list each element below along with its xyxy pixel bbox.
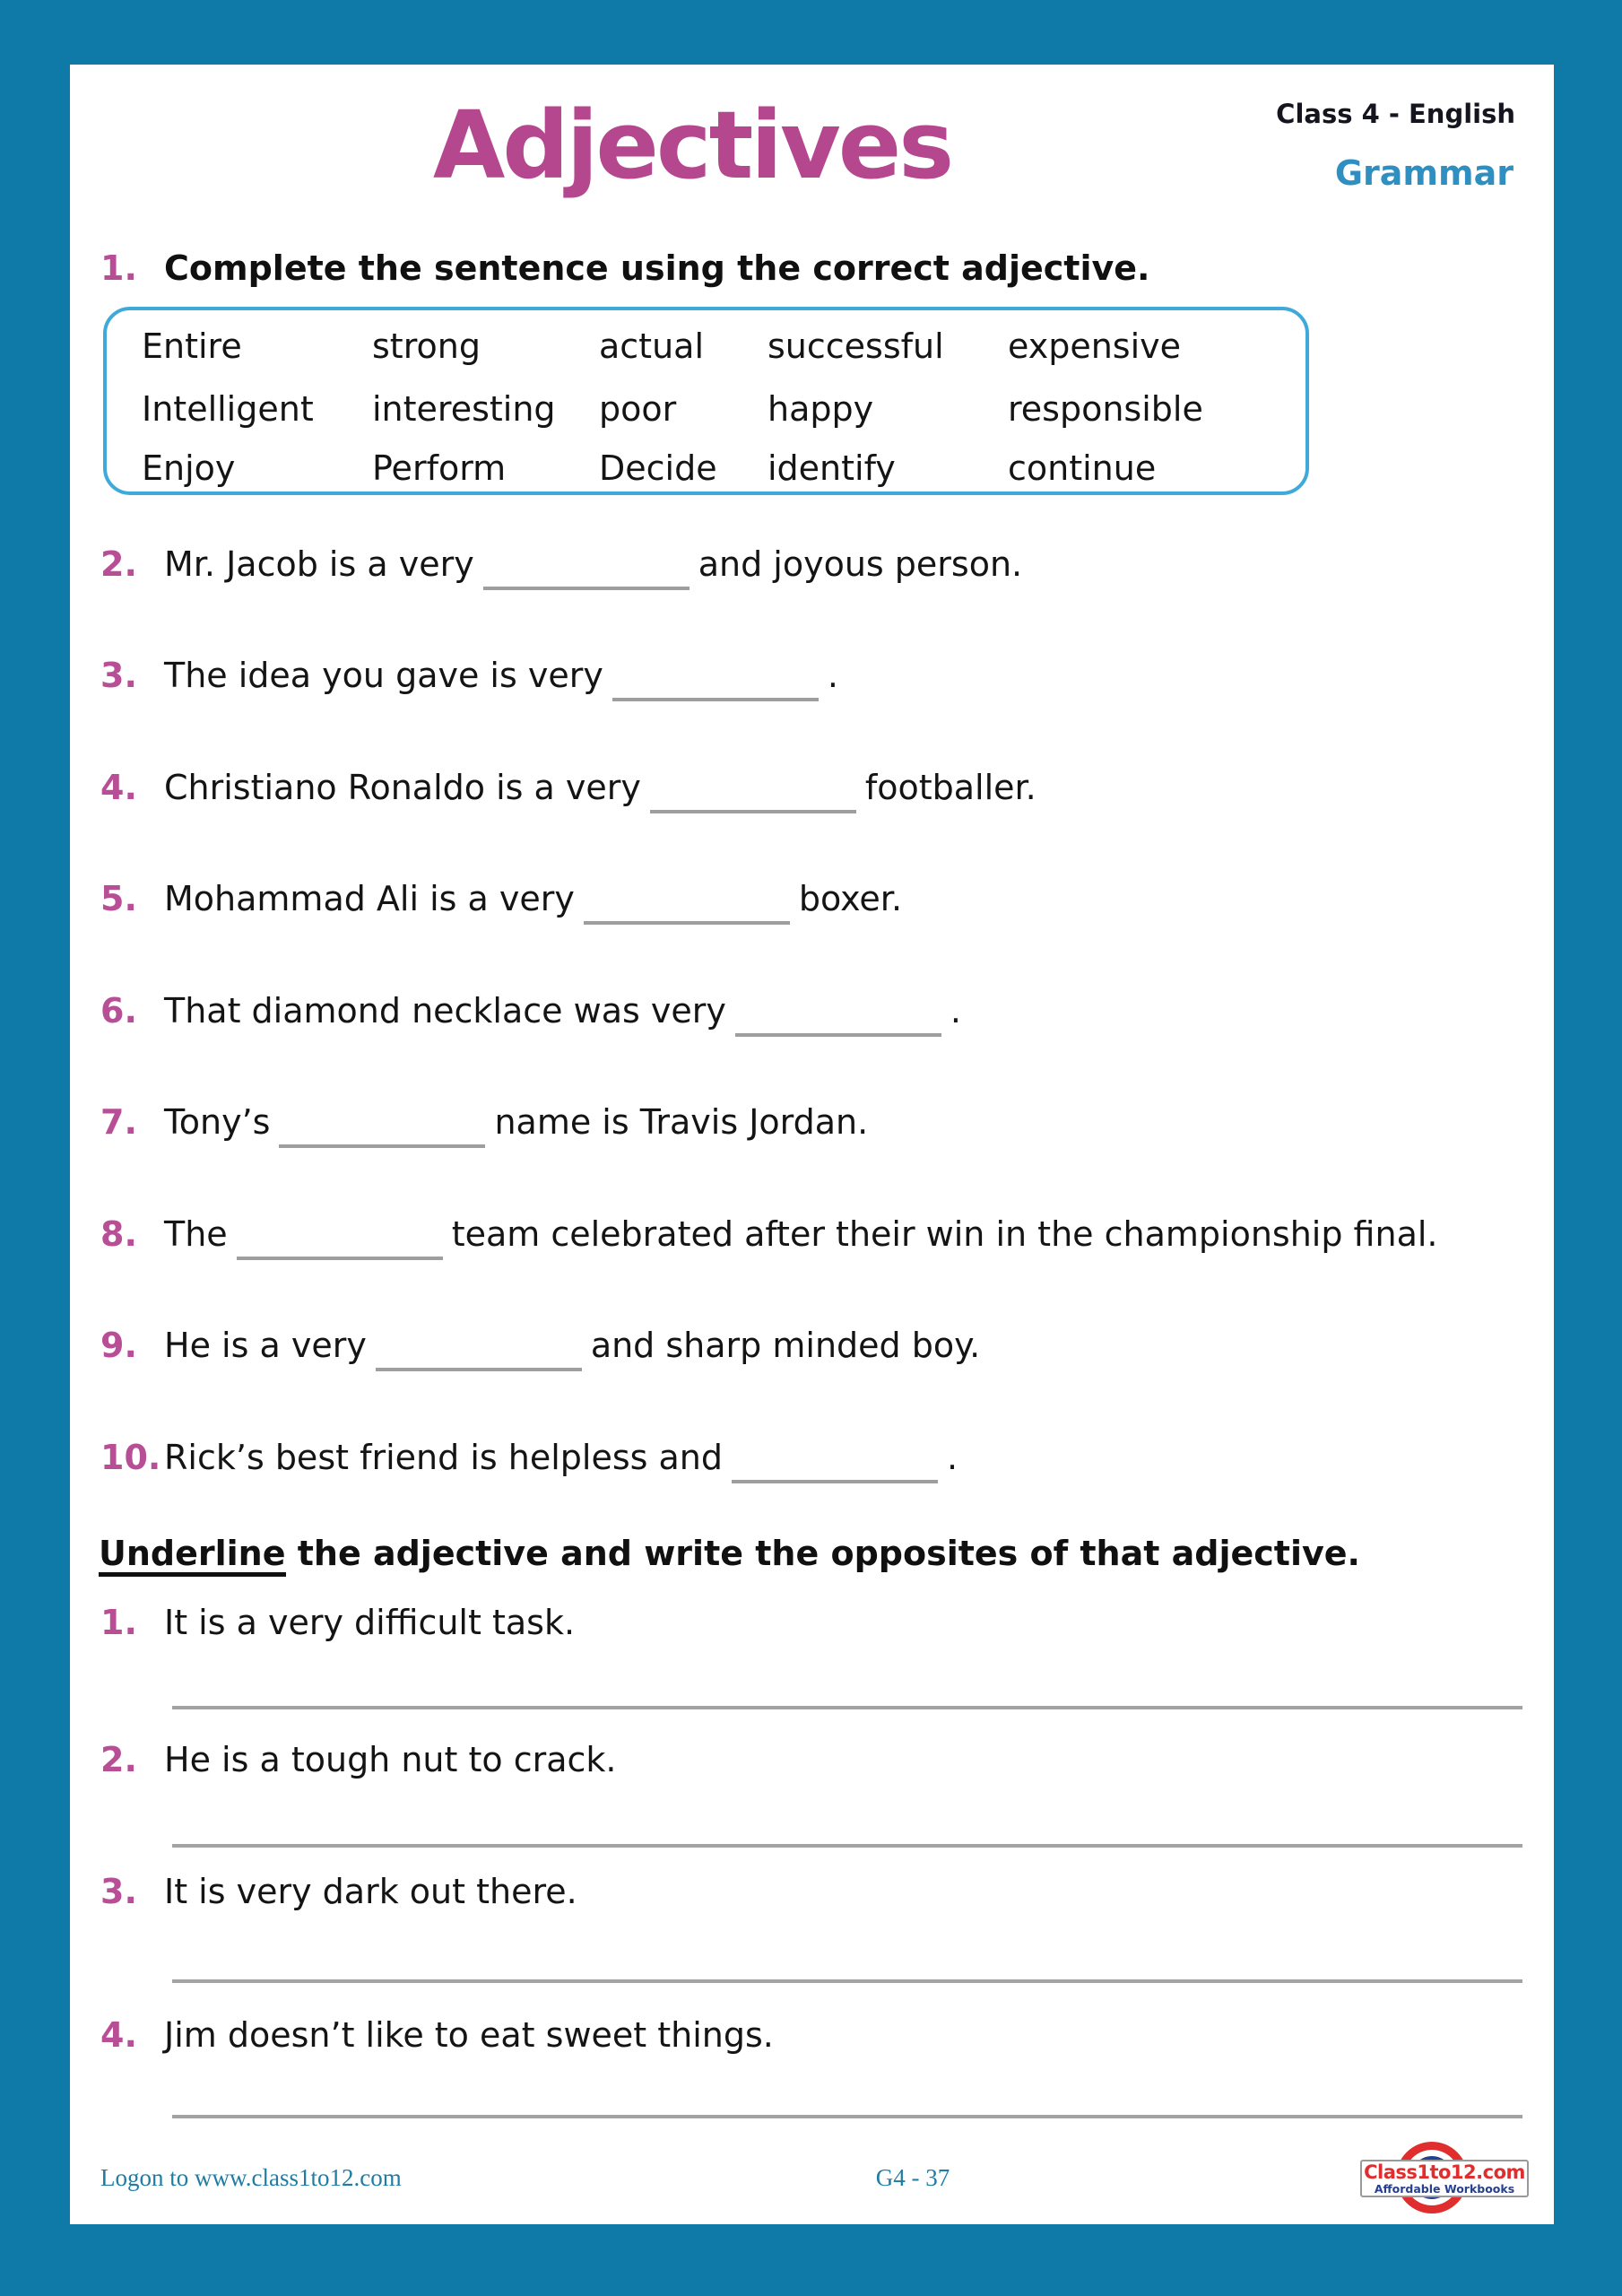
- item-sentence: He is a tough nut to crack.: [164, 1740, 617, 1779]
- section1-heading: [100, 247, 1149, 290]
- class-subject-label: Class 4 - English: [1276, 99, 1515, 129]
- fill-in-blank[interactable]: [483, 560, 690, 590]
- question-text-after: .: [827, 656, 838, 695]
- fill-in-blank[interactable]: [376, 1341, 582, 1371]
- footer-page-code: G4 - 37: [875, 2164, 950, 2191]
- question-text-before: Rick’s best friend is helpless and: [164, 1438, 723, 1477]
- question-row: [100, 543, 1022, 590]
- worksheet-page: [70, 65, 1554, 2224]
- question-number: 2.: [100, 544, 137, 584]
- question-text-after: .: [947, 1438, 958, 1477]
- logo-badge: [1360, 2160, 1529, 2197]
- section1-number: 1.: [100, 248, 137, 288]
- question-text-before: Christiano Ronaldo is a very: [164, 768, 641, 807]
- logo-title: Class1to12.com: [1364, 2161, 1525, 2183]
- logo-subtitle: Affordable Workbooks: [1374, 2182, 1515, 2196]
- word-bank-word: Intelligent: [142, 389, 314, 429]
- word-bank-word: Entire: [142, 326, 242, 366]
- question-number: 8.: [100, 1214, 137, 1254]
- word-bank-word: interesting: [372, 389, 556, 429]
- question-text-before: Mohammad Ali is a very: [164, 879, 575, 918]
- answer-line[interactable]: [172, 1706, 1522, 1709]
- question-text-after: and sharp minded boy.: [590, 1326, 981, 1365]
- opposite-item: [100, 2013, 774, 2057]
- opposite-item: [100, 1870, 577, 1913]
- question-number: 5.: [100, 879, 137, 918]
- fill-in-blank[interactable]: [237, 1230, 443, 1260]
- question-row: [100, 989, 961, 1037]
- word-bank-word: happy: [768, 389, 874, 429]
- section2-heading: [99, 1532, 1360, 1577]
- fill-in-blank[interactable]: [650, 783, 856, 813]
- question-text-before: The: [164, 1214, 228, 1254]
- question-number: 4.: [100, 768, 137, 807]
- answer-line[interactable]: [172, 2115, 1522, 2118]
- section2-heading-underlined-word: Underline: [99, 1536, 286, 1577]
- question-text-before: That diamond necklace was very: [164, 991, 726, 1031]
- item-number: 4.: [100, 2015, 137, 2055]
- word-bank-word: continue: [1008, 448, 1157, 488]
- word-bank-box: [103, 307, 1309, 495]
- question-text-after: .: [950, 991, 961, 1031]
- question-number: 6.: [100, 991, 137, 1031]
- word-bank-word: actual: [599, 326, 705, 366]
- question-row: [100, 1213, 1438, 1260]
- question-text-after: name is Travis Jordan.: [494, 1102, 869, 1142]
- question-number: 10.: [100, 1438, 161, 1477]
- question-text-after: boxer.: [798, 879, 903, 918]
- item-sentence: It is a very difficult task.: [164, 1603, 576, 1642]
- opposite-item: [100, 1601, 575, 1644]
- question-text-after: footballer.: [864, 768, 1037, 807]
- fill-in-blank[interactable]: [279, 1118, 485, 1148]
- question-row: [100, 654, 838, 701]
- section2-heading-text: the adjective and write the opposites of that adjective.: [285, 1534, 1360, 1573]
- page-title: Adjectives: [432, 91, 952, 200]
- question-text-before: He is a very: [164, 1326, 367, 1365]
- word-bank-word: Enjoy: [142, 448, 236, 488]
- question-text-after: team celebrated after their win in the championship final.: [451, 1214, 1438, 1254]
- section1-heading-text: Complete the sentence using the correct adjective.: [164, 248, 1150, 288]
- word-bank-row: [107, 447, 1305, 490]
- answer-line[interactable]: [172, 1979, 1522, 1983]
- question-number: 3.: [100, 656, 137, 695]
- word-bank-word: Decide: [599, 448, 717, 488]
- fill-in-blank[interactable]: [735, 1006, 941, 1037]
- word-bank-row: [107, 387, 1305, 430]
- class1to12-logo: [1360, 2142, 1540, 2249]
- question-number: 7.: [100, 1102, 137, 1142]
- fill-in-blank[interactable]: [732, 1453, 938, 1483]
- item-number: 3.: [100, 1872, 137, 1911]
- question-row: [100, 1324, 980, 1371]
- question-row: [100, 877, 902, 925]
- word-bank-word: identify: [768, 448, 896, 488]
- item-sentence: It is very dark out there.: [164, 1872, 577, 1911]
- question-text-after: and joyous person.: [698, 544, 1023, 584]
- footer-website-link[interactable]: Logon to www.class1to12.com: [100, 2164, 402, 2191]
- word-bank-word: strong: [372, 326, 481, 366]
- word-bank-row: [107, 325, 1305, 368]
- word-bank-word: expensive: [1008, 326, 1182, 366]
- fill-in-blank[interactable]: [612, 671, 819, 701]
- question-number: 9.: [100, 1326, 137, 1365]
- question-row: [100, 1100, 868, 1148]
- subject-label: Grammar: [1334, 153, 1514, 193]
- question-text-before: The idea you gave is very: [164, 656, 603, 695]
- answer-line[interactable]: [172, 1844, 1522, 1848]
- word-bank-word: responsible: [1008, 389, 1203, 429]
- word-bank-word: successful: [768, 326, 944, 366]
- word-bank-word: poor: [599, 389, 677, 429]
- item-number: 1.: [100, 1603, 137, 1642]
- item-sentence: Jim doesn’t like to eat sweet things.: [164, 2015, 774, 2055]
- opposite-item: [100, 1738, 617, 1781]
- item-number: 2.: [100, 1740, 137, 1779]
- word-bank-word: Perform: [372, 448, 507, 488]
- question-text-before: Mr. Jacob is a very: [164, 544, 474, 584]
- fill-in-blank[interactable]: [584, 894, 790, 925]
- question-text-before: Tony’s: [164, 1102, 271, 1142]
- question-row: [100, 1436, 958, 1483]
- question-row: [100, 766, 1037, 813]
